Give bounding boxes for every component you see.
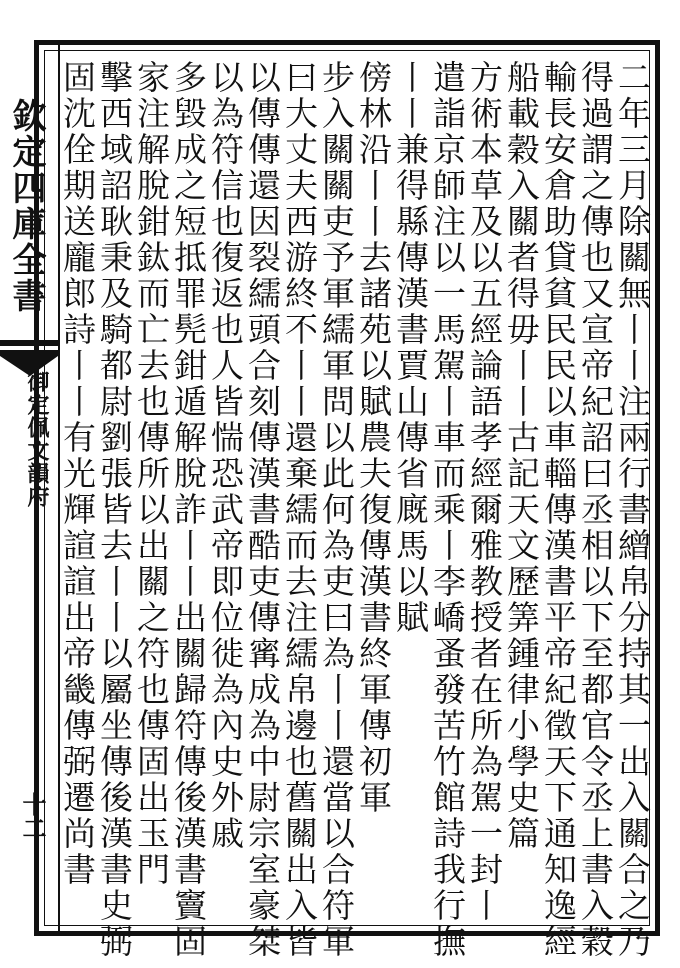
text-column: 以傳傳還因裂繻頭合刻傳漢書酷吏傳寗成為中尉宗室豪桀 [243,60,282,960]
text-column: 丨丨兼得縣傳漢書賈山傳省廐馬以賦 [391,60,430,636]
text-column: 擊西域詔耿秉及騎都尉劉張皆去丨丨以屬坐傳後漢書史弼 [95,60,134,960]
text-column: 船載穀入關者得毋丨丨古記天文歷筭鍾律小學史篇 [502,60,541,852]
text-column: 曰大丈夫西游終不丨丨還棄繻而去注繻帛邊也舊關出入皆 [280,60,319,960]
text-column: 得過謂之傳也又宣帝紀詔曰丞相以下至都官令丞上書入穀 [576,60,615,960]
text-columns [58,52,652,960]
text-column: 以為符信也復返也人皆惴恐武帝即位徙為內史外戚 [206,60,245,852]
collection-title: 欽定四庫全書 [6,98,46,314]
text-column: 步入關關吏予軍繻軍問以此何為吏曰為丨丨還當以合符軍 [317,60,356,960]
book-title: 御定佩文韻府 [24,370,50,508]
page-number: 十二 [18,792,47,840]
text-column: 多毀成之短抵罪髡鉗遁解脫詐丨丨出關歸符傳後漢書竇固 [169,60,208,960]
text-column: 固沈佺期送龐郎詩丨丨有光輝諠諠出帝畿傳弼遷尚書 [58,60,97,888]
text-column: 輸長安倉助貸貧民民以車輜傳漢書平帝紀徵天下通知逸經 [539,60,578,960]
text-column: 遣詣京師注以一馬駕丨車而乘丨李嶠蚤發苦竹館詩我行撫 [428,60,467,960]
text-column: 方術本草及以五經論語孝經爾雅教授者在所為駕一封丨 [465,60,504,924]
text-column: 家注解脫鉗鈦而亡去也傳所以出關之符也傳固出玉門 [132,60,171,888]
text-column: 二年三月除關無丨丨注兩行書繒帛分持其一出入關合之乃 [613,60,652,960]
text-column: 傍林沿丨丨去諸苑以賦農夫復傳漢書終軍傳初軍 [354,60,393,816]
